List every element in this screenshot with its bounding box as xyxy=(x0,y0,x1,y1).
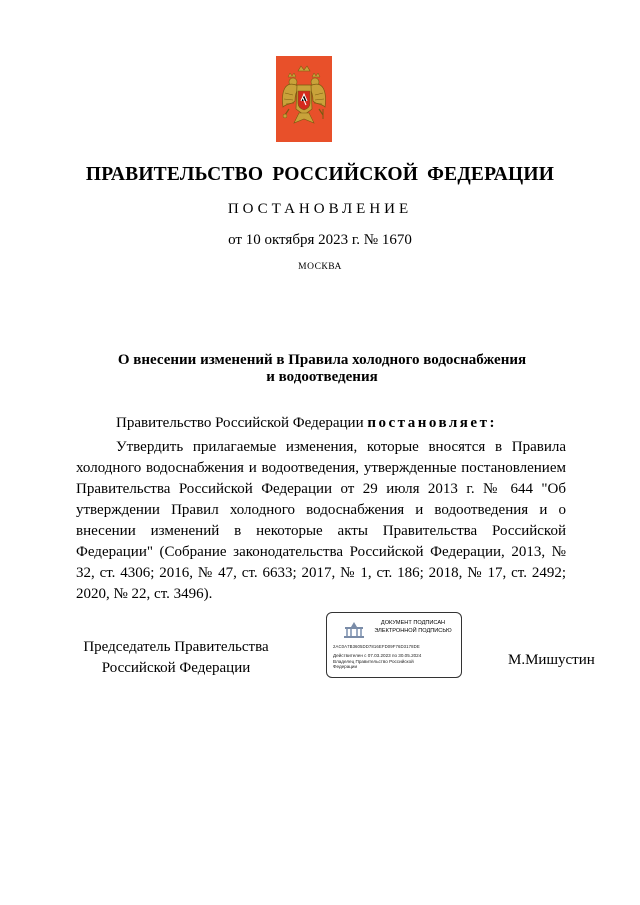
document-subject xyxy=(76,352,568,386)
subject-line-2: и водоотведения xyxy=(266,369,378,385)
stamp-owner: Владелец Правительство Российской xyxy=(333,658,414,664)
stamp-heading xyxy=(367,619,459,635)
stamp-validity: Действителен с 07.03.2023 по 30.05.2024 xyxy=(333,653,422,658)
chairman-line-1: Председатель Правительства xyxy=(83,639,269,655)
chairman-title xyxy=(76,637,276,679)
stamp-line-1: ДОКУМЕНТ ПОДПИСАН xyxy=(380,620,446,626)
government-title: ПРАВИТЕЛЬСТВО РОССИЙСКОЙ ФЕДЕРАЦИИ xyxy=(85,164,555,185)
electronic-signature-stamp xyxy=(326,612,462,678)
chairman-line-2: Российской Федерации xyxy=(101,660,251,676)
signer-name: М.Мишустин xyxy=(508,652,595,668)
government-building-icon xyxy=(343,621,365,639)
document-place: МОСКВА xyxy=(298,262,342,272)
stamp-details xyxy=(333,653,459,670)
document-date-number: от 10 октября 2023 г. № 1670 xyxy=(228,232,412,248)
preamble-lead: Правительство Российской Федерации xyxy=(116,415,364,431)
preamble-verb: постановляет: xyxy=(367,415,497,431)
body-paragraph: Утвердить прилагаемые изменения, которые вносятся в Правила холодного водоснабжения и водоотведения, утвержденные постановлением Правительства Российской Федерации от 29 июля 2013 г. № 644 "Об утверждении Правил холодного водоснабжения и водоотведения и о внесении изменений в некоторые акты Правительства Российской Федерации" (Собрание законодательства Российской Федерации, 2013, № 32, ст. 4306; 2016, № 47, ст. 6633; 2017, № 1, ст. 186; 2018, № 17, ст. 2492; 2020, № 22, ст. 3496). xyxy=(76,439,566,602)
stamp-owner-2: Федерации xyxy=(333,664,358,670)
document-type: ПОСТАНОВЛЕНИЕ xyxy=(227,201,413,217)
russian-coat-of-arms-icon xyxy=(279,63,329,135)
coat-of-arms-emblem xyxy=(276,56,332,142)
stamp-line-2: ЭЛЕКТРОННОЙ ПОДПИСЬЮ xyxy=(374,628,452,634)
preamble xyxy=(116,415,497,432)
stamp-certificate: 2AC0A7B3605DD7816EFD09F76D3178DE xyxy=(333,644,420,649)
subject-line-1: О внесении изменений в Правила холодного водоснабжения xyxy=(117,352,527,368)
